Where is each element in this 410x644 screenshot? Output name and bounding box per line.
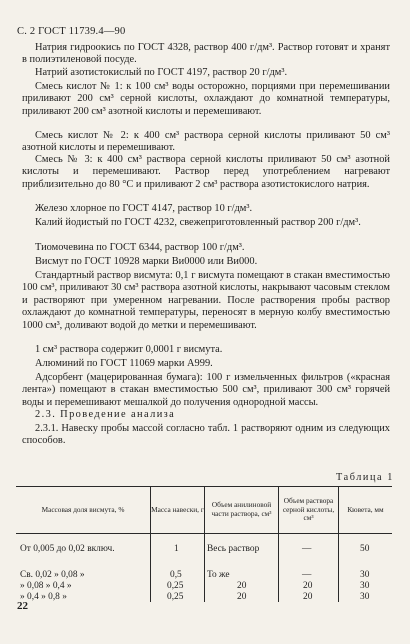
- table-title: Таблица 1: [336, 472, 394, 483]
- paragraph-mix-3: Смесь № 3: к 400 см³ раствора серной кислоты приливают 50 см³ азотной кислоты и перемешивают. Раствор перед употреблением нагревают приблизительно до 80 °С и приливают 2 см³ раствора азотистокислого натрия.: [22, 154, 390, 190]
- cell-acid: 20: [303, 592, 313, 602]
- paragraph-acid-mix-1: Смесь кислот № 1: к 100 см³ воды осторожно, порциями при перемешивании приливают 200 см³ серной кислоты, охлаждают до комнатной температуры, приливают 200 см³ азотной кислоты и перемешивают.: [22, 81, 390, 117]
- paragraph-acid-mix-2: Смесь кислот № 2: к 400 см³ раствора серной кислоты приливают 50 см³ азотной кислоты и перемешивают.: [22, 130, 390, 154]
- cell-range: » 0,4 » 0,8 »: [20, 592, 67, 602]
- column-divider: [204, 534, 205, 602]
- page-number: 22: [17, 600, 28, 612]
- paragraph-adsorbent: Адсорбент (мацерированная бумага): 100 г измельченных фильтров («красная лента») помещают в стакан вместимостью 500 см³, приливают 300 см³ горячей воды и перемешивают мешалкой до получения однородной массы.: [22, 372, 390, 408]
- header-cuvette: Кювета, мм: [347, 504, 384, 514]
- cell-cuvette: 30: [360, 581, 370, 591]
- table-header-row: [16, 487, 392, 534]
- header-aniline-volume: Объем анилиновой части раствора, см³: [211, 500, 272, 518]
- cell-aniline: Весь раствор: [207, 544, 260, 554]
- paragraph-sodium-hydroxide: Натрия гидроокись по ГОСТ 4328, раствор 400 г/дм³. Раствор готовят и хранят в полиэтиленовой посуде.: [22, 42, 390, 66]
- paragraph-thiourea: Тиомочевина по ГОСТ 6344, раствор 100 г/дм³.: [35, 242, 245, 253]
- cell-aniline: То же: [207, 570, 230, 580]
- section-heading-analysis: 2.3. Проведение анализа: [35, 409, 176, 420]
- paragraph-concentration: 1 см³ раствора содержит 0,0001 г висмута.: [35, 344, 223, 355]
- column-divider: [278, 534, 279, 602]
- cell-mass: 0,25: [167, 581, 184, 591]
- cell-aniline: 20: [237, 592, 247, 602]
- paragraph-ferric-chloride: Железо хлорное по ГОСТ 4147, раствор 10 г/дм³.: [35, 203, 253, 214]
- cell-cuvette: 50: [360, 544, 370, 554]
- cell-mass: 1: [174, 544, 179, 554]
- cell-acid: —: [302, 570, 312, 580]
- paragraph-sodium-nitrite: Натрий азотистокислый по ГОСТ 4197, раствор 20 г/дм³.: [35, 67, 288, 78]
- cell-aniline: 20: [237, 581, 247, 591]
- column-divider: [150, 534, 151, 602]
- paragraph-potassium-iodide: Калий йодистый по ГОСТ 4232, свежеприготовленный раствор 200 г/дм³.: [35, 217, 361, 228]
- paragraph-bismuth: Висмут по ГОСТ 10928 марки Ви0000 или Ви000.: [35, 256, 258, 267]
- paragraph-sample-dissolution: 2.3.1. Навеску пробы массой согласно табл. 1 растворяют одним из следующих способов.: [22, 423, 390, 447]
- table-body: [16, 534, 392, 644]
- header-sulfuric-volume: Объем раствора серной кислоты, см³: [282, 496, 335, 523]
- paragraph-standard-solution: Стандартный раствор висмута: 0,1 г висмута помещают в стакан вместимостью 100 см³, приливают 30 см³ раствора азотной кислоты, накрывают часовым стеклом и растворяют при умеренном нагревании. После растворения пробы раствор охлаждают до комнатной температуры, переносят в мерную колбу вместимостью 1000 см³, доливают водой до метки и перемешивают.: [22, 270, 390, 331]
- paragraph-aluminum: Алюминий по ГОСТ 11069 марки А999.: [35, 358, 213, 369]
- cell-acid: 20: [303, 581, 313, 591]
- cell-range: От 0,005 до 0,02 включ.: [20, 544, 115, 554]
- page-header: С. 2 ГОСТ 11739.4—90: [17, 26, 126, 37]
- cell-cuvette: 30: [360, 570, 370, 580]
- data-table: [16, 486, 392, 644]
- cell-range: » 0,08 » 0,4 »: [20, 581, 72, 591]
- cell-mass: 0,5: [170, 570, 182, 580]
- cell-range: Св. 0,02 » 0,08 »: [20, 570, 85, 580]
- cell-acid: —: [302, 544, 312, 554]
- header-bismuth-fraction: Массовая доля висмута, %: [41, 504, 125, 514]
- cell-mass: 0,25: [167, 592, 184, 602]
- header-sample-mass: Масса навески, г: [151, 504, 204, 514]
- cell-cuvette: 30: [360, 592, 370, 602]
- column-divider: [338, 534, 339, 602]
